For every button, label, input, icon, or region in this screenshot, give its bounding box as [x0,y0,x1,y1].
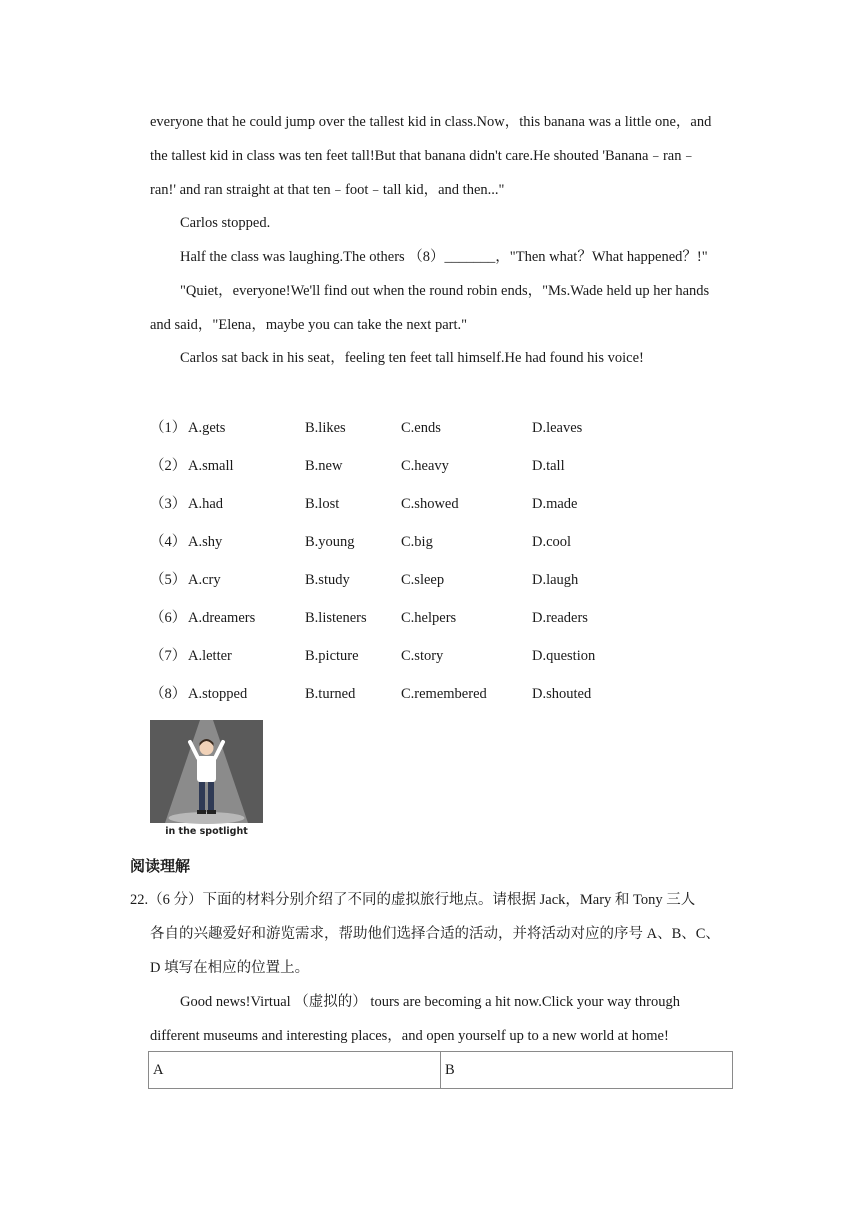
option-number: （4） [150,534,187,550]
option-c: C.heavy [401,458,449,474]
spotlight-figure [150,720,263,842]
passage-line: everyone that he could jump over the tallest kid in class.Now，this banana was a little one，and [150,114,712,130]
option-b: B.turned [305,686,356,702]
option-a: A.letter [188,648,232,664]
option-a: A.had [188,496,224,512]
section-title: 阅读理解 [130,857,191,875]
figure-caption: in the spotlight [165,826,248,837]
option-b: B.listeners [305,610,367,626]
option-c: C.showed [401,496,459,512]
option-d: D.question [532,648,596,664]
table-row [149,1052,733,1089]
passage-line: "Quiet，everyone!We'll find out when the round robin ends，"Ms.Wade held up her hands [180,283,710,299]
option-d: D.made [532,496,578,512]
question-22-text: D 填写在相应的位置上。 [150,960,310,976]
option-a: A.cry [188,572,221,588]
option-b: B.lost [305,496,340,512]
option-d: D.shouted [532,686,592,702]
option-b: B.study [305,572,350,588]
option-c: C.ends [401,420,441,436]
question-22-text: 各自的兴趣爱好和游览需求，帮助他们选择合适的活动，并将活动对应的序号 A、B、C、 [150,926,720,942]
option-number: （6） [150,610,187,626]
option-number: （2） [150,458,187,474]
option-d: D.leaves [532,420,583,436]
question-22-text: 22.（6 分）下面的材料分别介绍了不同的虚拟旅行地点。请根据 Jack，Mary 和 Tony 三人 [130,892,696,908]
option-c: C.sleep [401,572,445,588]
option-c: C.helpers [401,610,457,626]
option-c: C.remembered [401,686,487,702]
passage-line: and said，"Elena，maybe you can take the next part." [150,317,468,333]
option-a: A.small [188,458,234,474]
option-b: B.picture [305,648,359,664]
question-22-intro: different museums and interesting places，and open yourself up to a new world at home! [150,1028,669,1044]
option-number: （3） [150,496,187,512]
option-c: C.story [401,648,444,664]
table-cell-b: B [441,1052,733,1089]
option-a: A.dreamers [188,610,256,626]
option-a: A.shy [188,534,223,550]
passage-line: Carlos sat back in his seat，feeling ten feet tall himself.He had found his voice! [180,350,644,366]
passage-line: ran!' and ran straight at that ten﹣foot﹣tall kid，and then..." [150,182,505,198]
option-b: B.likes [305,420,346,436]
passage-line: Half the class was laughing.The others （8）_______，"Then what？What happened？!" [180,249,708,265]
passage-line: the tallest kid in class was ten feet tall!But that banana didn't care.He shouted 'Banana﹣ran﹣ [150,148,696,164]
person-in-spotlight-icon [150,720,263,842]
option-number: （1） [150,420,187,436]
question-22-intro: Good news!Virtual （虚拟的） tours are becoming a hit now.Click your way through [180,994,680,1010]
table-cell-a: A [149,1052,441,1089]
option-d: D.laugh [532,572,579,588]
option-number: （7） [150,648,187,664]
option-b: B.young [305,534,355,550]
option-number: （5） [150,572,187,588]
activity-table [148,1051,733,1089]
option-a: A.gets [188,420,226,436]
option-b: B.new [305,458,343,474]
option-a: A.stopped [188,686,248,702]
passage-line: Carlos stopped. [180,215,271,231]
option-d: D.cool [532,534,572,550]
option-number: （8） [150,686,187,702]
option-d: D.readers [532,610,588,626]
option-c: C.big [401,534,433,550]
option-d: D.tall [532,458,565,474]
